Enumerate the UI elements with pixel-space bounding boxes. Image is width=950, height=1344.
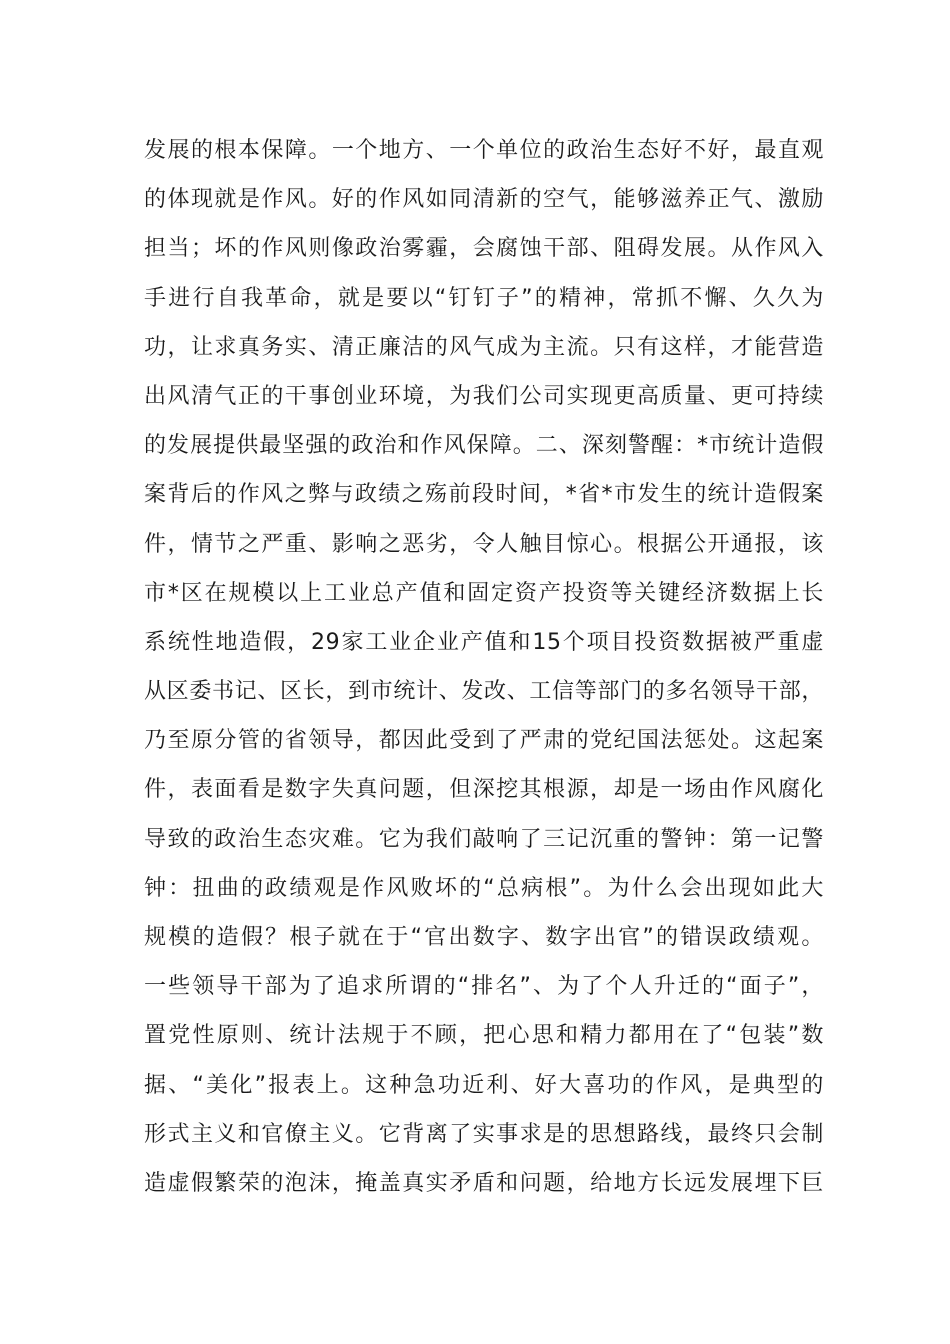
text-line: 导致的政治生态灾难。它为我们敲响了三记沉重的警钟：第一记警 [144,826,824,852]
text-line: 造虚假繁荣的泡沫，掩盖真实矛盾和问题，给地方长远发展埋下巨 [144,1170,824,1196]
text-line: 案背后的作风之弊与政绩之殇前段时间，*省*市发生的统计造假案 [144,482,824,508]
text-line: 的发展提供最坚强的政治和作风保障。二、深刻警醒：*市统计造假 [144,433,824,459]
text-line: 手进行自我革命，就是要以“钉钉子”的精神，常抓不懈、久久为 [144,285,824,311]
text-line: 件，表面看是数字失真问题，但深挖其根源，却是一场由作风腐化 [144,777,824,803]
text-line: 出风清气正的干事创业环境，为我们公司实现更高质量、更可持续 [144,383,824,409]
text-line: 钟：扭曲的政绩观是作风败坏的“总病根”。为什么会出现如此大 [144,875,824,901]
text-line: 的体现就是作风。好的作风如同清新的空气，能够滋养正气、激励 [144,187,824,213]
text-line: 乃至原分管的省领导，都因此受到了严肃的党纪国法惩处。这起案 [144,728,824,754]
text-line: 系统性地造假，29家工业企业产值和15个项目投资数据被严重虚 [144,629,824,655]
text-line: 发展的根本保障。一个地方、一个单位的政治生态好不好，最直观 [144,138,824,163]
text-line: 置党性原则、统计法规于不顾，把心思和精力都用在了“包装”数 [144,1023,824,1049]
text-line: 件，情节之严重、影响之恶劣，令人触目惊心。根据公开通报，该 [144,531,824,557]
text-line: 形式主义和官僚主义。它背离了实事求是的思想路线，最终只会制 [144,1121,824,1147]
text-line: 担当；坏的作风则像政治雾霾，会腐蚀干部、阻碍发展。从作风入 [144,236,824,262]
text-line: 规模的造假？根子就在于“官出数字、数字出官”的错误政绩观。 [144,925,824,950]
body-text [144,126,824,1208]
text-line: 从区委书记、区长，到市统计、发改、工信等部门的多名领导干部， [144,679,824,705]
text-line: 市*区在规模以上工业总产值和固定资产投资等关键经济数据上长 [144,580,824,606]
text-line: 一些领导干部为了追求所谓的“排名”、为了个人升迁的“面子”， [144,974,824,1000]
text-line: 据、“美化”报表上。这种急功近利、好大喜功的作风，是典型的 [144,1072,824,1098]
text-line: 功，让求真务实、清正廉洁的风气成为主流。只有这样，才能营造 [144,334,824,360]
